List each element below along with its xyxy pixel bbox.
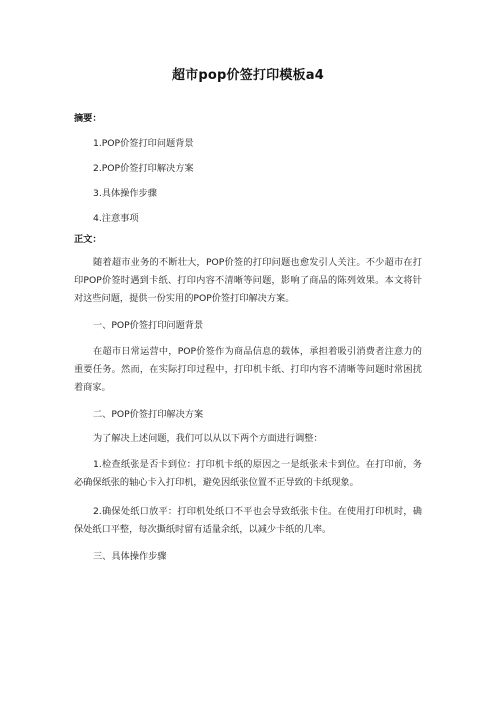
- section-1-paragraph: 在超市日常运营中，POP价签作为商品信息的载体，承担着吸引消费者注意力的重要任务。然而，在实际打印过程中，打印机卡纸、打印内容不清晰等问题时常困扰着商家。: [74, 346, 422, 393]
- abstract-item-2: 2.POP价签打印解决方案: [93, 163, 194, 174]
- section-3-title: 三、具体操作步骤: [93, 551, 167, 562]
- section-2-title: 二、POP价签打印解决方案: [93, 409, 204, 420]
- section-2-intro: 为了解决上述问题，我们可以从以下两个方面进行调整：: [93, 433, 323, 444]
- abstract-item-4: 4.注意事项: [93, 213, 139, 224]
- section-1-title: 一、POP价签打印问题背景: [93, 320, 204, 331]
- abstract-item-1: 1.POP价签打印问题背景: [93, 138, 194, 149]
- body-heading: 正文：: [74, 234, 102, 245]
- intro-paragraph: 随着超市业务的不断壮大，POP价签的打印问题也愈发引人关注。不少超市在打印POP价签时遇到卡纸、打印内容不清晰等问题，影响了商品的陈列效果。本文将针对这些问题，提供一份实用的POP价签打印解决方案。: [74, 257, 422, 304]
- document-content: [74, 112, 422, 574]
- section-2-point-2: 2.确保处纸口放平：打印机处纸口不平也会导致纸张卡住。在使用打印机时，确保处纸口平整，每次撕纸时留有适量余纸，以减少卡纸的几率。: [74, 506, 422, 535]
- abstract-item-3: 3.具体操作步骤: [93, 188, 157, 199]
- section-2-point-1: 1.检查纸张是否卡到位：打印机卡纸的原因之一是纸张未卡到位。在打印前，务必确保纸张的轴心卡入打印机，避免因纸张位置不正导致的卡纸现象。: [74, 459, 422, 488]
- document-title: 超市pop价签打印模板a4: [172, 68, 324, 83]
- abstract-heading: 摘要：: [74, 113, 102, 124]
